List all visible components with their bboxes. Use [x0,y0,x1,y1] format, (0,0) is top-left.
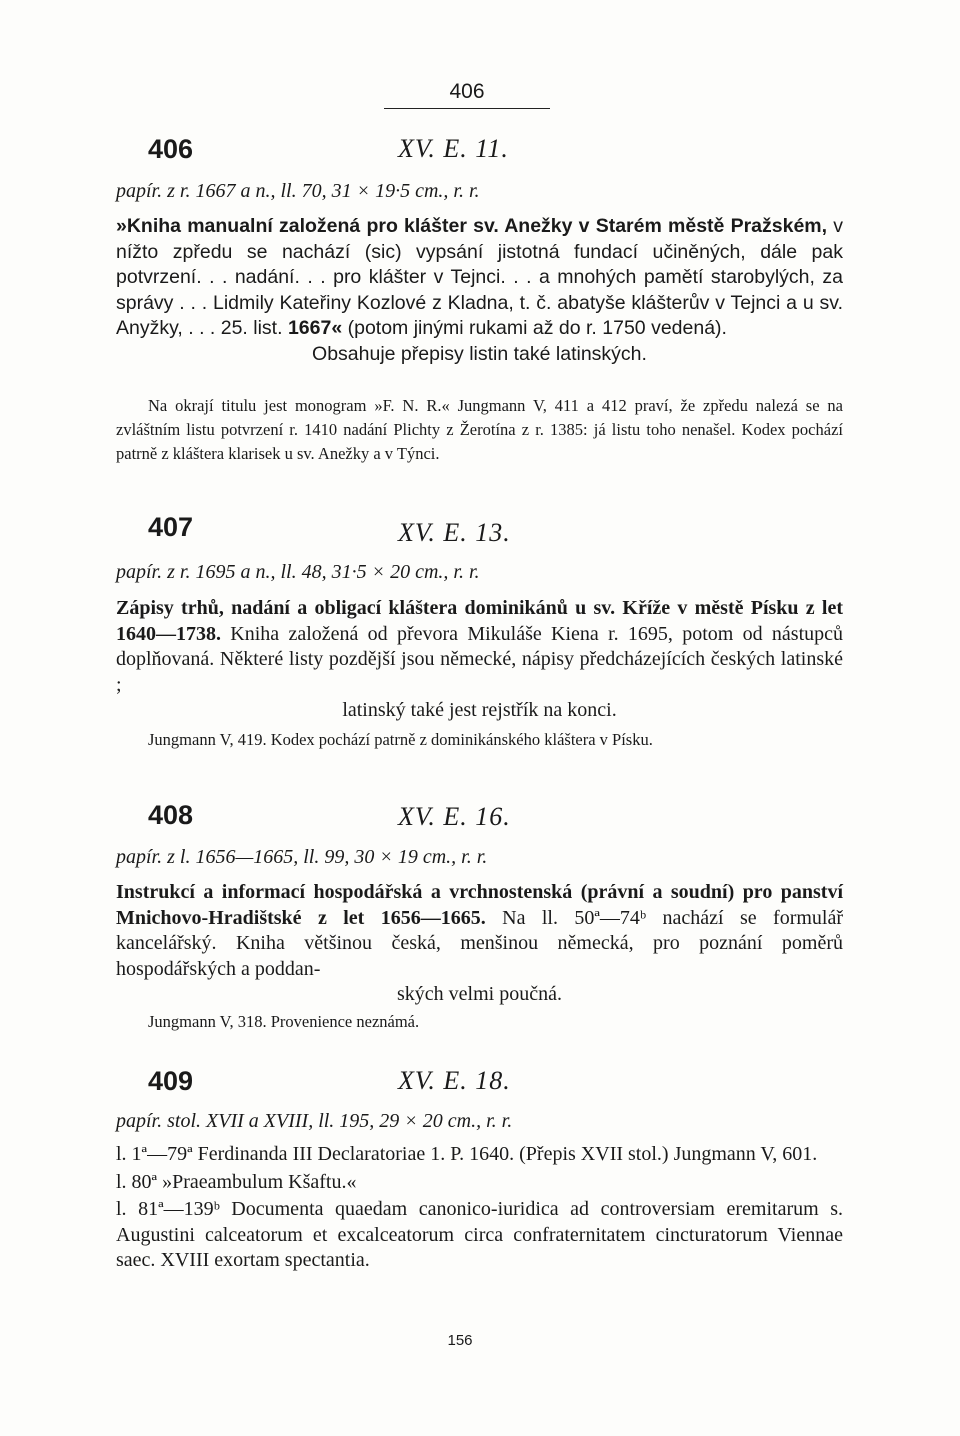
entry-title: »Kniha manualní založená pro klášter sv. Anežky v Starém městě Pražském, [116,215,828,237]
folio-item: l. 1ª—79ª Ferdinanda III Declaratoriae 1. P. 1640. (Přepis XVII stol.) Jungmann V, 601. [116,1143,818,1165]
entry-number: 407 [148,512,194,542]
entry-meta: papír. z l. 1656—1665, ll. 99, 30 × 19 cm., r. r. [116,846,488,868]
entry-title: Instrukcí a informací hospodářská a vrchnostenská (právní a soudní) pro panství Mnichovo-Hradištské z let 1656—1665. [116,881,843,929]
running-head: 406 [449,80,485,103]
entry-desc-text-2: (potom jinými rukami až do r. 1750 vedená). [342,317,727,339]
entry-signature: XV. E. 11. [398,134,509,163]
entry-description [116,880,843,1008]
folio-item: l. 80ª »Praeambulum Kšaftu.« [116,1170,357,1193]
entry-note [116,728,843,752]
entry-desc-last-line: ských velmi poučná. [397,983,562,1005]
entry-meta: papír. z r. 1695 a n., ll. 48, 31·5 × 20 cm., r. r. [116,561,480,583]
entry-note [116,394,843,466]
entry-number: 408 [148,800,194,830]
entry-desc-last-line: Obsahuje přepisy listin také latinských. [312,342,647,365]
entry-signature: XV. E. 13. [398,518,511,547]
entry-number: 409 [148,1066,194,1096]
entry-desc-text: v nížto zpředu se nachází (sic) vypsání jistotná fundací učiněných, dále pak potvrzení. . . nadání. . . pro klášter v Tejnci. . . a mnohých pamětí starobylých, za správy . . . Lidmily Kateřiny Kozlové z Kladna, t. č. abatyše klášterův v Tejnci a u sv. Anyžky, . . . 25. list. [116,215,843,339]
entry-note-text: Na okrají titulu jest monogram »F. N. R.« Jungmann V, 411 a 412 praví, že zpředu nalezá se na zvláštním listu potvrzení r. 1410 nadání Plichty z Žerotína z r. 1385: já listu toho nenašel. Kodex pochází patrně z kláštera klarisek u sv. Anežky a v Týnci. [116,396,843,463]
entry-title: Zápisy trhů, nadání a obligací kláštera dominikánů u sv. Kříže v městě Písku z let 1640—1738. [116,597,843,645]
entry-description [116,596,843,724]
running-head-rule [384,108,550,109]
entry-meta: papír. stol. XVII a XVIII, ll. 195, 29 × 20 cm., r. r. [116,1110,513,1132]
entry-note-text: Jungmann V, 318. Provenience neznámá. [148,1012,420,1031]
entry-note [116,1010,843,1034]
page-number: 156 [447,1332,473,1349]
entry-meta: papír. z r. 1667 a n., ll. 70, 31 × 19·5 cm., r. r. [116,180,480,202]
entry-number: 406 [148,134,194,164]
entry-desc-text: Kniha založená od převora Mikuláše Kiena r. 1695, potom od nástupců doplňovaná. Některé listy pozdější jsou německé, nápisy předcházejících českých latinské ; [116,622,843,696]
entry-description [116,214,843,367]
folio-item: l. 81ª—139ᵇ Documenta quaedam canonico-iuridica ad controversiam eremitarum s. Augustini calceatorum et excalceatorum circa confraternitatem cincturatorum Viennae saec. XVIII exortam spectantia. [116,1198,843,1271]
entry-desc-bold: 1667« [282,317,343,339]
entry-signature: XV. E. 18. [398,1066,511,1095]
entry-note-text: Jungmann V, 419. Kodex pochází patrně z dominikánského kláštera v Písku. [148,730,653,749]
entry-signature: XV. E. 16. [398,802,511,831]
entry-folio-list [116,1142,843,1276]
entry-desc-text: Na ll. 50ª—74ᵇ nachází se formulář kancelářský. Kniha většinou česká, menšinou německá, pro poznání poměrů hospodářských a poddan- [116,906,844,980]
entry-desc-last-line: latinský také jest rejstřík na konci. [342,699,617,721]
